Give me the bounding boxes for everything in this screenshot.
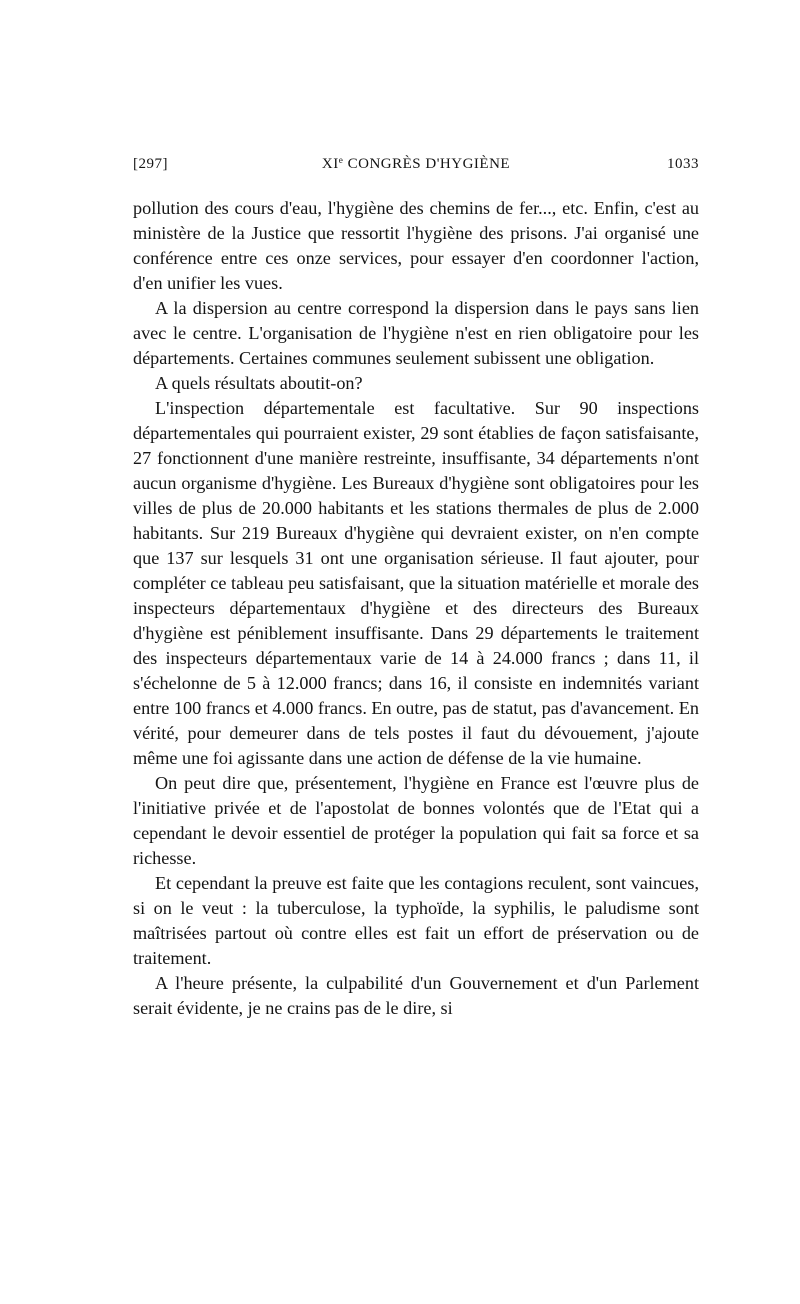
running-title (133, 156, 699, 173)
page-number: 1033 (667, 156, 699, 172)
paragraph: A la dispersion au centre correspond la dispersion dans le pays sans lien avec le centre. L'organisation de l'hygiène n'est en rien obligatoire pour les départements. Certaines communes seulement subissent une obligation. (133, 298, 699, 368)
paragraph: Et cependant la preuve est faite que les contagions reculent, sont vaincues, si on le veut : la tuberculose, la typhoïde, la syphilis, le paludisme sont maîtrisées partout où contre elles est fait un effort de préservation ou de traitement. (133, 873, 699, 968)
paragraph-question: A quels résultats aboutit-on? (155, 373, 363, 393)
book-page (133, 156, 699, 1021)
paragraph: L'inspection départementale est facultative. Sur 90 inspections départementales qui pourraient exister, 29 sont établies de façon satisfaisante, 27 fonctionnent d'une manière restreinte, insuffisante, 34 départements n'ont aucun organisme d'hygiène. Les Bureaux d'hygiène sont obligatoires pour les villes de plus de 20.000 habitants et les stations thermales de plus de 2.000 habitants. Sur 219 Bureaux d'hygiène qui devraient exister, on n'en compte que 137 sur lesquels 31 ont une organisation sérieuse. Il faut ajouter, pour compléter ce tableau peu satisfaisant, que la situation matérielle et morale des inspecteurs départementaux d'hygiène et des directeurs des Bureaux d'hygiène est péniblement insuffisante. Dans 29 départements le traitement des inspecteurs départementaux varie de 14 à 24.000 francs ; dans 11, il s'échelonne de 5 à 12.000 francs; dans 16, il consiste en indemnités variant entre 100 francs et 4.000 francs. En outre, pas de statut, pas d'avancement. En vérité, pour demeurer dans de tels postes il faut du dévouement, j'ajoute même une foi agissante dans une action de défense de la vie humaine. (133, 398, 699, 768)
paragraph-continued: pollution des cours d'eau, l'hygiène des chemins de fer..., etc. Enfin, c'est au ministère de la Justice que ressortit l'hygiène des prisons. J'ai organisé une conférence entre ces onze services, pour essayer d'en coordonner l'action, d'en unifier les vues. (133, 198, 699, 293)
paragraph: On peut dire que, présentement, l'hygiène en France est l'œuvre plus de l'initiative privée et de l'apostolat de bonnes volontés que de l'Etat qui a cependant le devoir essentiel de protéger la population qui fait sa force et sa richesse. (133, 773, 699, 868)
paragraph: A l'heure présente, la culpabilité d'un Gouvernement et d'un Parlement serait évidente, je ne crains pas de le dire, si (133, 973, 699, 1018)
running-header (133, 156, 699, 180)
page-tag: [297] (133, 156, 168, 172)
running-title-superscript: e (338, 155, 344, 166)
body-text (133, 196, 699, 1021)
running-title-prefix: XI (321, 156, 339, 172)
running-title-rest: CONGRÈS D'HYGIÈNE (343, 156, 511, 172)
